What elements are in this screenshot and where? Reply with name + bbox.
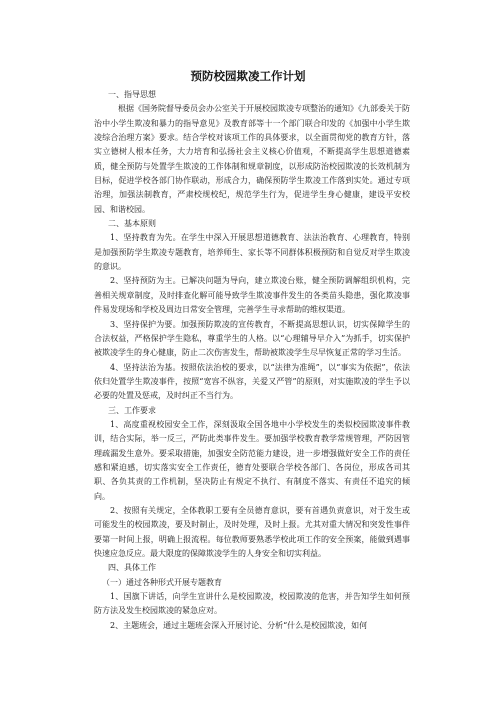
paragraph: 根据《国务院督导委员会办公室关于开展校园欺凌专项整治的通知》《九部委关于防治中小学生欺凌和暴力的指导意见》及教育部等十一个部门联合印发的《加强中小学生欺凌综合治理方案》要求。结合学校对该项工作的具体要求，以全面贯彻党的教育方针，落实立德树人根本任务，大力培育和弘扬社会主义核心价值观，不断提高学生思想道德素质，健全预防与处置学生欺凌的工作体制和规章制度，以形成防治校园欺凌的长效机制为目标，促进学校各部门协作联动，形成合力，确保预防学生欺凌工作落到实处。通过专项治理，加强法制教育，严肃校规校纪，规范学生行为，促进学生身心健康，建设平安校园、和谐校园。 <box>94 104 410 214</box>
paragraph: 2、主题班会，通过主题班会深入开展讨论、分析“什么是校园欺凌，如何 <box>110 620 368 630</box>
paragraph: 1、国旗下讲话，向学生宣讲什么是校园欺凌，校园欺凌的危害，并告知学生如何预防方法及发生校园欺凌的紧急应对。 <box>94 592 410 616</box>
document-title: 预防校园欺凌工作计划 <box>190 69 306 83</box>
section-heading: 三、工作要求 <box>108 405 156 415</box>
paragraph: 3、坚持保护为要。加强预防欺凌的宣传教育，不断提高思想认识，切实保障学生的合法权益，严格保护学生隐私，尊重学生的人格。以“心理辅导早介入”为抓手，切实保护被欺凌学生的身心健康，防止二次伤害发生，帮助被欺凌学生尽早恢复正常的学习生活。 <box>94 319 410 358</box>
section-heading: 二、基本原则 <box>108 219 156 229</box>
paragraph: 1、坚持教育为先。在学生中深入开展思想道德教育、法法治教育、心理教育，特别是加强预防学生欺凌专题教育，培养师生、家长等不同群体积极预防和自觉反对学生欺凌的意识。 <box>94 233 410 272</box>
section-heading: 一、指导思想 <box>108 90 156 99</box>
subsection-heading: （一）通过各种形式开展专题教育 <box>102 577 222 587</box>
document-body <box>94 88 410 633</box>
paragraph: 2、按照有关规定，全体教职工要有全员德育意识，要有首遇负责意识，对于发生或可能发生的校园欺凌，要及时制止，及时处理，及时上报。尤其对重大情况和突发性事件要第一时间上报，明确上报流程。每位教师要熟悉学校此项工作的安全预案，能做到遇事快速应急反应。最大限度的保障欺凌学生的人身安全和切实利益。 <box>94 505 410 558</box>
paragraph: 1、高度重视校园安全工作，深刻汲取全国各地中小学校发生的类似校园欺凌事件教训，结合实际，举一反三，严防此类事件发生。要加强学校教育教学常规管理，严防因管理疏漏发生意外。要采取措施，加强安全防范能力建设，进一步增强做好安全工作的责任感和紧迫感，切实落实安全工作责任，德育处要联合学校各部门、各岗位，形成各司其职、各负其责的工作机制，坚决防止有规定不执行、有制度不落实、有责任不追究的倾向。 <box>94 419 410 501</box>
paragraph: 4、坚持法治为基。按照依法治校的要求，以“法律为准绳”，以“事实为依据”，依法依归处置学生欺凌事件，按照“宽容不纵容，关爱又严管”的原则，对实施欺凌的学生予以必要的处置及惩戒，及时纠正不当行为。 <box>94 362 410 401</box>
section-heading: 四、具体工作 <box>108 563 156 573</box>
paragraph: 2、坚持预防为主。已解决问题为导向，建立欺凌台账，健全预防调解组织机构，完善相关规章制度，及时排查化解可能导致学生欺凌事件发生的各类苗头隐患，强化欺凌事件易发现场和学校及周边日常安全管理，完善学生寻求帮助的维权渠道。 <box>94 276 410 315</box>
